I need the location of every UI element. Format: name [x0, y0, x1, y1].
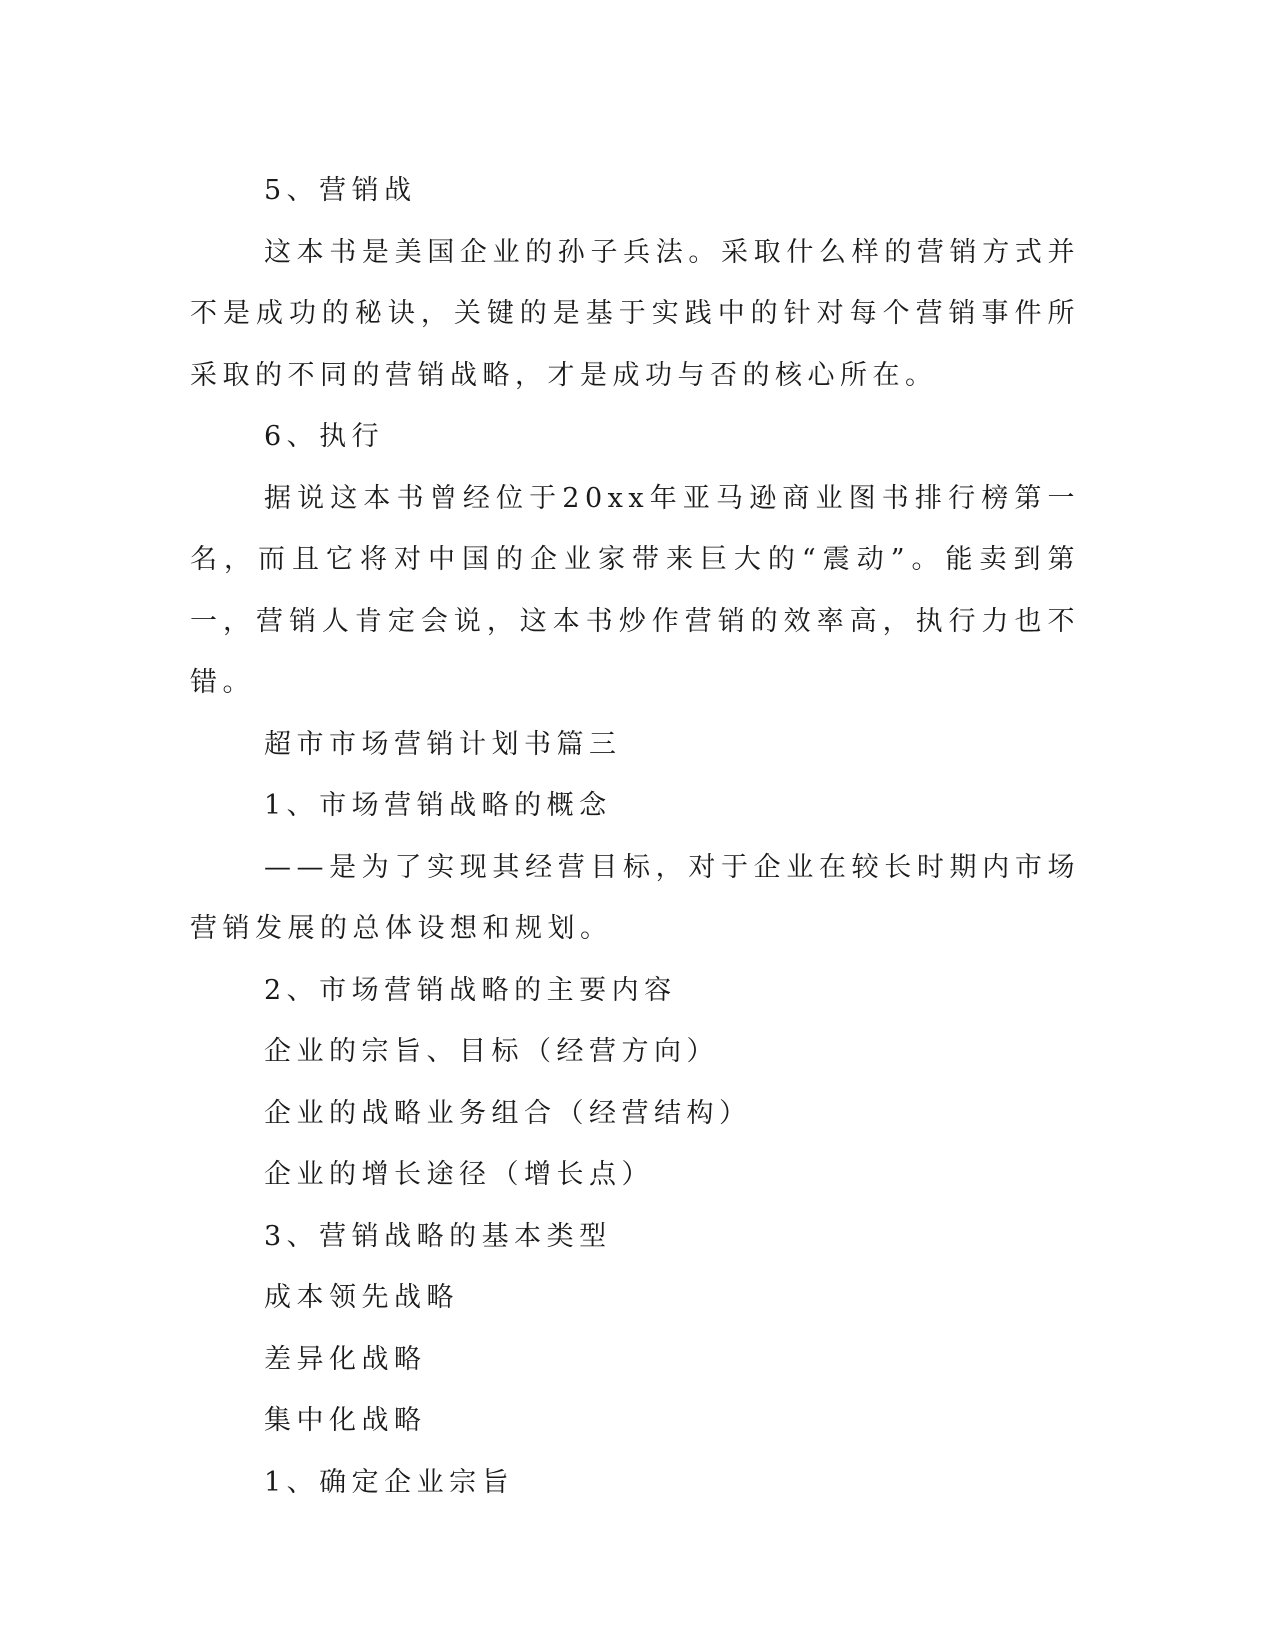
list-item: 差异化战略 — [264, 1343, 427, 1375]
list-item: 企业的增长途径（增长点） — [264, 1159, 654, 1190]
list-item: 企业的宗旨、目标（经营方向） — [264, 1036, 719, 1067]
section-heading-strategy-content: 2、市场营销战略的主要内容 — [264, 974, 677, 1006]
section-heading-company-mission: 1、确定企业宗旨 — [264, 1466, 515, 1498]
list-item: 成本领先战略 — [264, 1282, 459, 1313]
paragraph-marketing-war: 这本书是美国企业的孙子兵法。采取什么样的营销方式并不是成功的秘诀，关键的是基于实践中的针对每个营销事件所采取的不同的营销战略，才是成功与否的核心所在。 — [190, 236, 1080, 391]
list-item: 集中化战略 — [264, 1405, 427, 1436]
paragraph-execution: 据说这本书曾经位于20xx年亚马逊商业图书排行榜第一名，而且它将对中国的企业家带来巨大的“震动”。能卖到第一，营销人肯定会说，这本书炒作营销的效率高，执行力也不错。 — [190, 482, 1080, 698]
section-heading-strategy-concept: 1、市场营销战略的概念 — [264, 790, 612, 821]
document-body — [190, 160, 1080, 1513]
section-heading-marketing-war: 5、营销战 — [264, 175, 417, 206]
paragraph-strategy-concept: ——是为了实现其经营目标，对于企业在较长时期内市场营销发展的总体设想和规划。 — [190, 851, 1080, 944]
list-item: 企业的战略业务组合（经营结构） — [264, 1097, 752, 1129]
chapter-heading: 超市市场营销计划书篇三 — [264, 728, 622, 760]
section-heading-strategy-types: 3、营销战略的基本类型 — [264, 1220, 612, 1252]
section-heading-execution: 6、执行 — [264, 421, 385, 452]
